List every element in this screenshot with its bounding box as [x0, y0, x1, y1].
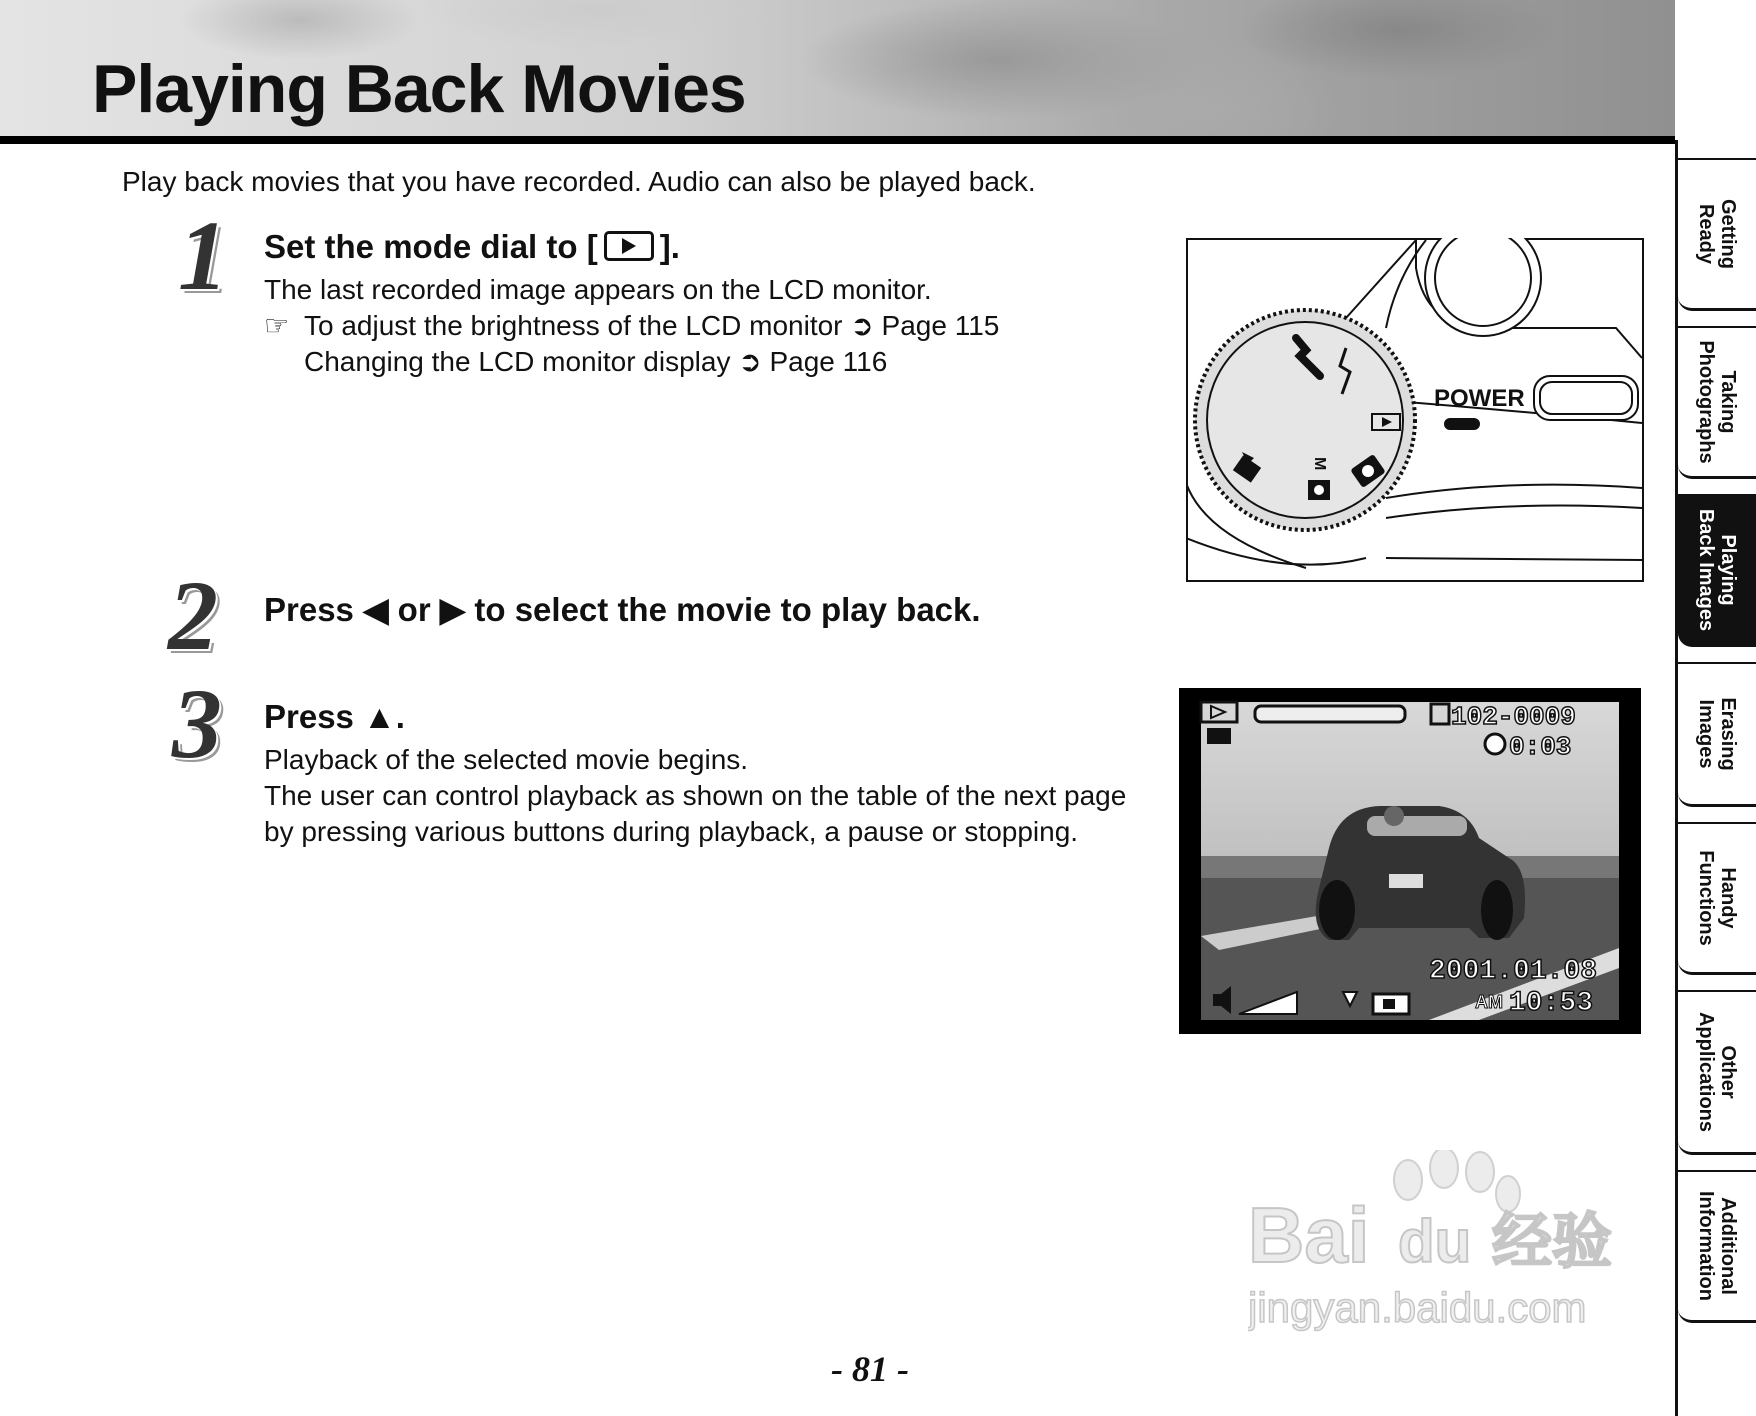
- mode-dial-illustration: [1186, 238, 1644, 582]
- power-label: POWER: [1434, 385, 1525, 412]
- ref-1-page: Page 115: [881, 310, 1000, 341]
- movie-mode-icon: [1207, 728, 1231, 744]
- baidu-watermark: [1248, 1150, 1648, 1340]
- playback-progress-bar: [1255, 706, 1405, 722]
- page-arrow-icon: ➲: [738, 346, 762, 377]
- step-1-heading-pre: Set the mode dial to [: [264, 228, 598, 265]
- up-arrow-icon: ▲: [363, 698, 396, 735]
- step-1-ref-2[interactable]: [264, 344, 887, 380]
- svg-text:M: M: [1311, 457, 1328, 471]
- step-3-heading: [264, 698, 405, 736]
- step-3-text: Playback of the selected movie begins. The user can control playback as shown on the table of the next page by pressing various buttons during playback, a pause or stopping.: [264, 744, 1127, 847]
- tab-label: Additional Information: [1695, 1191, 1739, 1301]
- left-arrow-icon: ◀: [363, 591, 389, 628]
- tab-label: Taking Photographs: [1695, 340, 1739, 464]
- file-number: 102-0009: [1451, 702, 1576, 732]
- ref-2-text: Changing the LCD monitor display: [304, 346, 731, 377]
- step-2-press: Press: [264, 591, 354, 628]
- page-arrow-icon: ➲: [850, 310, 874, 341]
- intro-text: Play back movies that you have recorded. Audio can also be played back.: [122, 166, 1036, 197]
- tab-playing-back-images[interactable]: [1678, 494, 1756, 647]
- step-1-number: 1: [178, 200, 228, 311]
- step-2-or: or: [397, 591, 431, 628]
- time-counter: 0:03: [1509, 732, 1572, 762]
- watermark-brand-2: du: [1398, 1208, 1472, 1275]
- pointing-hand-icon: ☞: [264, 310, 290, 341]
- step-3-number: 3: [172, 668, 222, 779]
- tab-getting-ready[interactable]: [1678, 158, 1756, 311]
- record-time: 10:53: [1509, 988, 1594, 1019]
- tab-taking-photographs[interactable]: [1678, 326, 1756, 479]
- clock-icon: [1485, 734, 1505, 754]
- page-title: Playing Back Movies: [92, 51, 746, 127]
- tab-other-applications[interactable]: [1678, 990, 1756, 1155]
- header-rule: [0, 136, 1675, 144]
- step-1-ref-1[interactable]: [264, 308, 999, 344]
- section-sidebar: [1675, 140, 1756, 1416]
- step-1-heading: [264, 228, 680, 266]
- tab-erasing-images[interactable]: [1678, 662, 1756, 807]
- tab-handy-functions[interactable]: [1678, 822, 1756, 975]
- step-2-heading: [264, 590, 981, 629]
- step-3-press: Press: [264, 698, 354, 735]
- record-date: 2001.01.08: [1429, 956, 1598, 987]
- page-header: [0, 0, 1675, 140]
- step-3-period: .: [395, 698, 405, 735]
- tab-label: Handy Functions: [1695, 850, 1739, 946]
- tab-label: Other Applications: [1695, 1011, 1739, 1133]
- watermark-brand: Bai: [1248, 1191, 1370, 1279]
- watermark-cn: 经验: [1492, 1207, 1612, 1277]
- page-number: - 81 -: [831, 1349, 909, 1389]
- ref-2-page: Page 116: [769, 346, 888, 377]
- step-1-text: The last recorded image appears on the LCD monitor.: [264, 274, 932, 305]
- step-2-heading-rest: to select the movie to play back.: [474, 591, 981, 628]
- play-mode-icon: [604, 231, 654, 261]
- tab-additional-information[interactable]: [1678, 1170, 1756, 1323]
- step-1-heading-post: ].: [659, 228, 680, 265]
- watermark-url: jingyan.baidu.com: [1248, 1284, 1587, 1331]
- step-2-number: 2: [168, 560, 218, 671]
- tab-label: Getting Ready: [1695, 199, 1739, 269]
- tab-label: Playing Back Images: [1695, 508, 1739, 632]
- lcd-playback-screen: [1179, 688, 1641, 1034]
- right-arrow-icon: ▶: [439, 591, 466, 628]
- ref-1-text: To adjust the brightness of the LCD monitor: [304, 310, 843, 341]
- tab-label: Erasing Images: [1695, 697, 1739, 771]
- time-ampm: AM: [1475, 992, 1503, 1012]
